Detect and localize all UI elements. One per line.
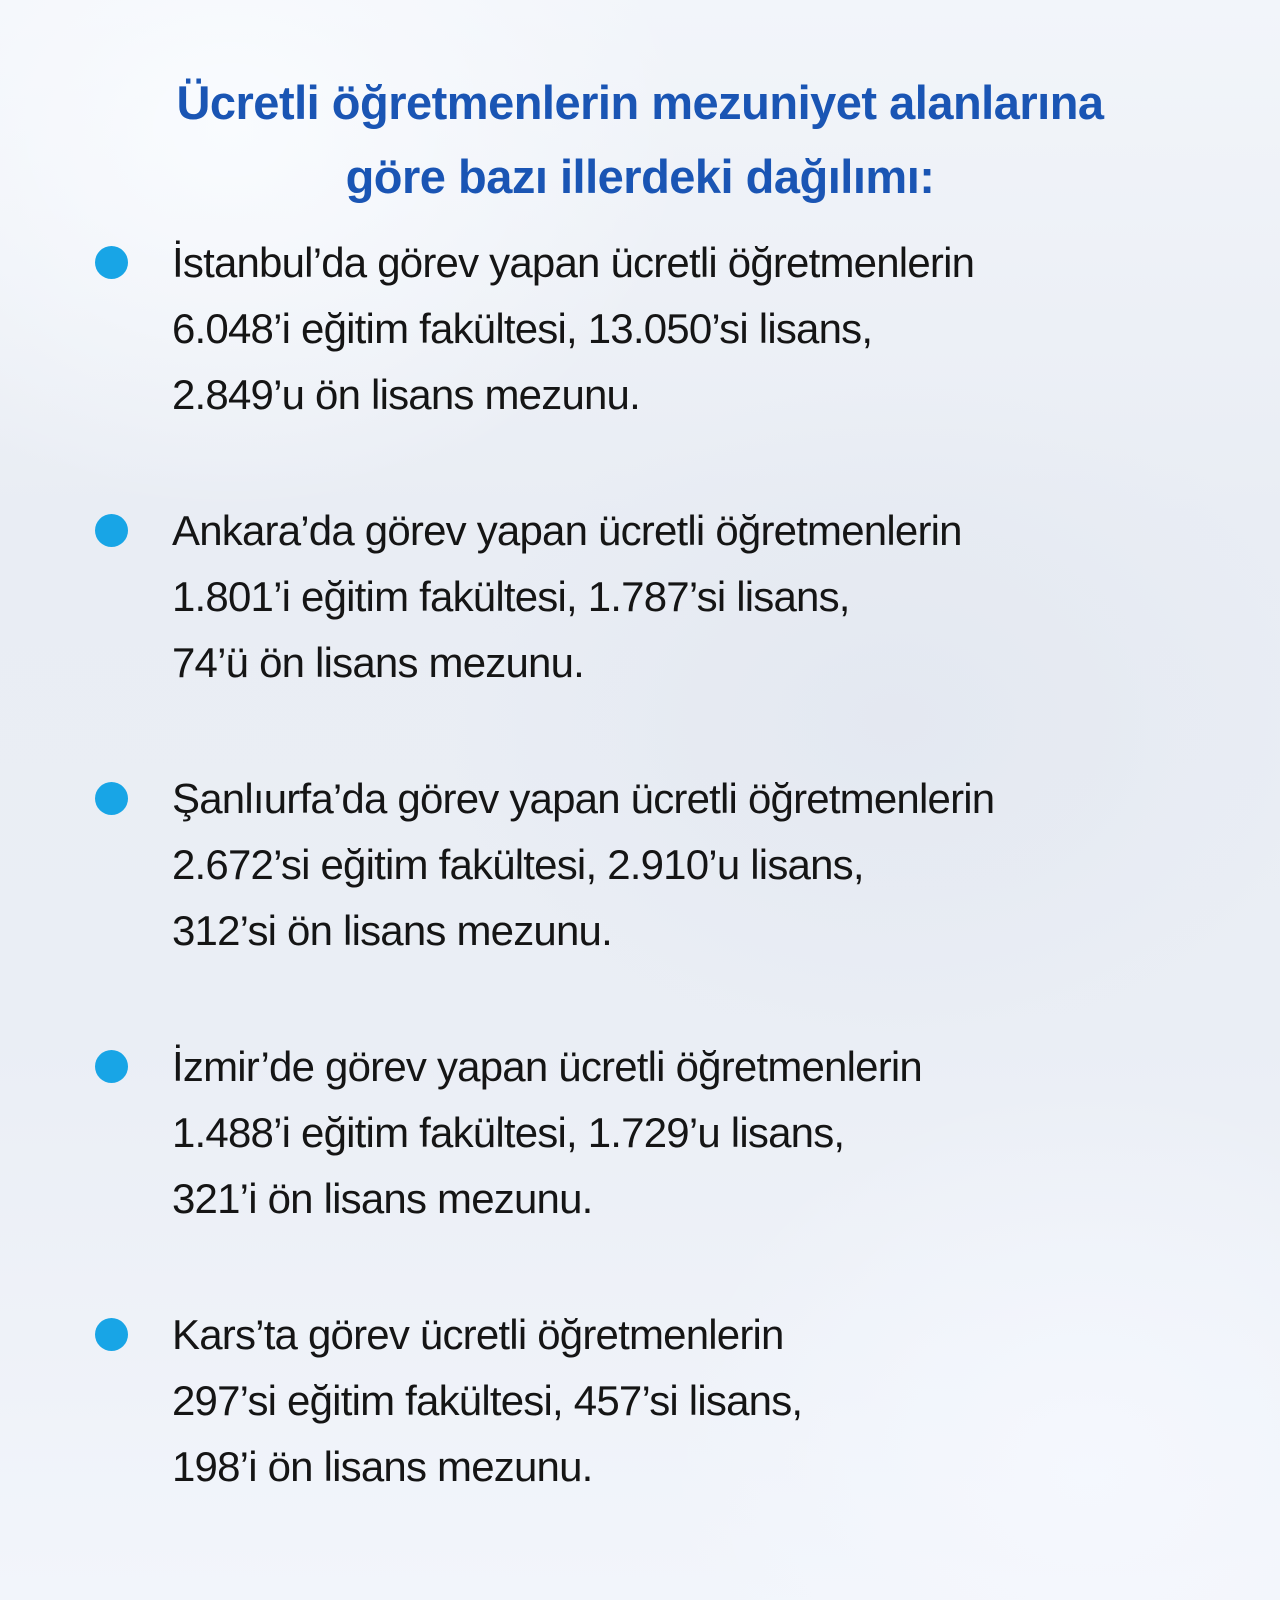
bullet-item-sanliurfa — [95, 766, 1225, 964]
bullet-item-izmir — [95, 1034, 1225, 1232]
bullet-dot-icon — [95, 1318, 128, 1351]
bullet-line: 2.672’si eğitim fakültesi, 2.910’u lisans, — [172, 841, 864, 888]
bullet-dot-icon — [95, 782, 128, 815]
bullet-line: 312’si ön lisans mezunu. — [172, 907, 612, 954]
bullet-line: 321’i ön lisans mezunu. — [172, 1175, 593, 1222]
page-title-line-2: göre bazı illerdeki dağılımı: — [345, 150, 935, 203]
bullet-line: 1.488’i eğitim fakültesi, 1.729’u lisans, — [172, 1109, 845, 1156]
bullet-line: 297’si eğitim fakültesi, 457’si lisans, — [172, 1377, 803, 1424]
bullet-dot-icon — [95, 246, 128, 279]
bullet-line: Kars’ta görev ücretli öğretmenlerin — [172, 1311, 784, 1358]
bullet-text-istanbul — [172, 230, 974, 428]
bullet-line: Ankara’da görev yapan ücretli öğretmenlerin — [172, 507, 962, 554]
bullet-line: İzmir’de görev yapan ücretli öğretmenlerin — [172, 1043, 922, 1090]
bullet-item-ankara — [95, 498, 1225, 696]
bullet-dot-icon — [95, 514, 128, 547]
bullet-line: 1.801’i eğitim fakültesi, 1.787’si lisans, — [172, 573, 850, 620]
page-title-line-1: Ücretli öğretmenlerin mezuniyet alanlarına — [176, 76, 1104, 129]
bullet-line: 198’i ön lisans mezunu. — [172, 1443, 593, 1490]
bullet-line: 74’ü ön lisans mezunu. — [172, 639, 584, 686]
bullet-text-sanliurfa — [172, 766, 994, 964]
bullet-line: Şanlıurfa’da görev yapan ücretli öğretmenlerin — [172, 775, 995, 822]
bullet-text-ankara — [172, 498, 962, 696]
bullet-item-kars — [95, 1302, 1225, 1500]
bullet-dot-icon — [95, 1050, 128, 1083]
bullet-line: 6.048’i eğitim fakültesi, 13.050’si lisans, — [172, 305, 873, 352]
page-title — [40, 66, 1240, 214]
bullet-line: İstanbul’da görev yapan ücretli öğretmenlerin — [172, 239, 975, 286]
bullet-text-kars — [172, 1302, 802, 1500]
bullet-line: 2.849’u ön lisans mezunu. — [172, 371, 640, 418]
bullet-text-izmir — [172, 1034, 922, 1232]
bullet-item-istanbul — [95, 230, 1225, 428]
bullet-list — [0, 230, 1280, 1500]
